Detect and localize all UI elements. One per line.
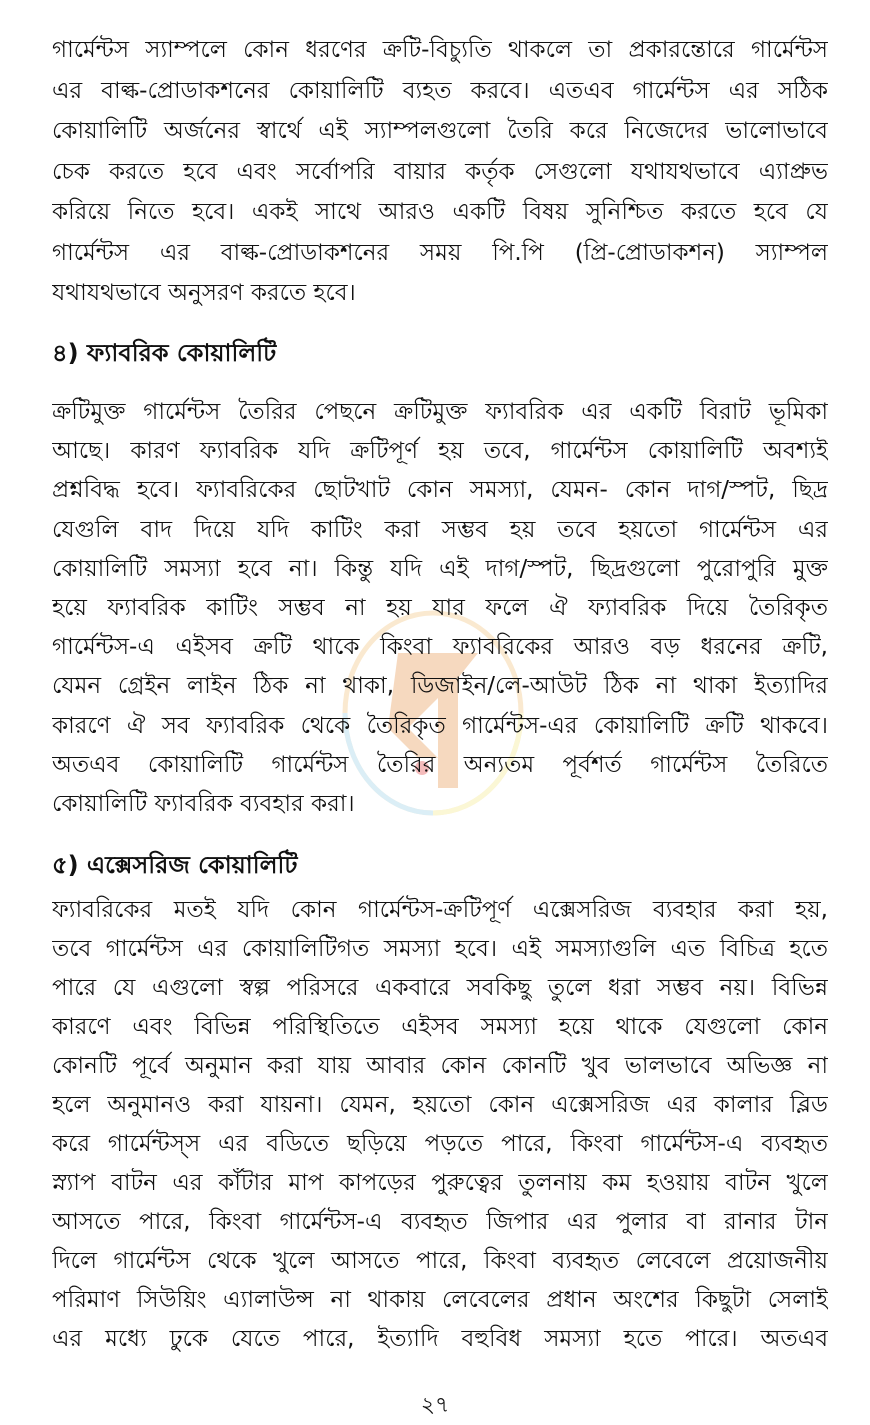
text-line: হয়ে ফ্যাবরিক কাটিং সম্ভব না হয় যার ফলে ঐ ফ্যাবরিক দিয়ে তৈরিকৃত <box>52 595 828 621</box>
text-line: এর বাল্ক-প্রোডাকশনের কোয়ালিটি ব্যহত করবে। এতএব গার্মেন্টস এর সঠিক <box>52 77 828 104</box>
text-line: চেক করতে হবে এবং সর্বোপরি বায়ার কর্তৃক সেগুলো যথাযথভাবে এ্যাপ্রুভ <box>52 158 828 185</box>
text-line: গার্মেন্টস এর বাল্ক-প্রোডাকশনের সময় পি.পি (প্রি-প্রোডাকশন) স্যাম্পল <box>52 239 828 266</box>
text-line: কোয়ালিটি ফ্যাবরিক ব্যবহার করা। <box>52 791 355 817</box>
text-line: দিলে গার্মেন্টস থেকে খুলে আসতে পারে, কিংবা ব্যবহৃত লেবেলে প্রয়োজনীয় <box>52 1248 828 1274</box>
text-line: স্ন্যাপ বাটন এর কাঁটার মাপ কাপড়ের পুরুত্বের তুলনায় কম হওয়ায় বাটন খুলে <box>52 1170 828 1196</box>
text-line: কারণে এবং বিভিন্ন পরিস্থিতিতে এইসব সমস্যা হয়ে থাকে যেগুলো কোন <box>52 1014 828 1040</box>
text-line: করিয়ে নিতে হবে। একই সাথে আরও একটি বিষয় সুনিশ্চিত করতে হবে যে <box>52 199 828 225</box>
text-line: কারণে ঐ সব ফ্যাবরিক থেকে তৈরিকৃত গার্মেন্টস-এর কোয়ালিটি ক্রটি থাকবে। <box>52 712 828 739</box>
text-line: যেমন গ্রেইন লাইন ঠিক না থাকা, ডিজাইন/লে-আউট ঠিক না থাকা ইত্যাদির <box>52 673 828 700</box>
text-line: আছে। কারণ ফ্যাবরিক যদি ক্রটিপূর্ণ হয় তবে, গার্মেন্টস কোয়ালিটি অবশ্যই <box>52 438 828 465</box>
text-line: প্রশ্নবিদ্ধ হবে। ফ্যাবরিকের ছোটখাট কোন সমস্যা, যেমন- কোন দাগ/স্পট, ছিদ্র <box>52 477 828 504</box>
text-line: পরিমাণ সিউয়িং এ্যালাউন্স না থাকায় লেবেলের প্রধান অংশের কিছুটা সেলাই <box>52 1287 828 1313</box>
text-line: আসতে পারে, কিংবা গার্মেন্টস-এ ব্যবহৃত জিপার এর পুলার বা রানার টান <box>52 1209 828 1235</box>
text-line: গার্মেন্টস-এ এইসব ক্রটি থাকে কিংবা ফ্যাবরিকের আরও বড় ধরনের ক্রটি, <box>52 634 828 661</box>
text-line: কোনটি পূর্বে অনুমান করা যায় আবার কোন কোনটি খুব ভালভাবে অভিজ্ঞ না <box>52 1053 828 1079</box>
text-line: ফ্যাবরিকের মতই যদি কোন গার্মেন্টস-ক্রটিপূর্ণ এক্সেসরিজ ব্যবহার করা হয়, <box>52 897 828 923</box>
text-line: গার্মেন্টস স্যাম্পলে কোন ধরণের ক্রটি-বিচ্যুতি থাকলে তা প্রকারন্তোরে গার্মেন্টস <box>52 37 828 63</box>
text-line: যথাযথভাবে অনুসরণ করতে হবে। <box>52 280 356 306</box>
section-heading-fabric-quality: ৪) ফ্যাবরিক কোয়ালিটি <box>52 339 277 367</box>
text-line: করে গার্মেন্টস্স এর বডিতে ছড়িয়ে পড়তে পারে, কিংবা গার্মেন্টস-এ ব্যবহৃত <box>52 1131 828 1157</box>
text-line: তবে গার্মেন্টস এর কোয়ালিটিগত সমস্যা হবে। এই সমস্যাগুলি এত বিচিত্র হতে <box>52 936 828 962</box>
text-line: কোয়ালিটি অর্জনের স্বার্থে এই স্যাম্পলগুলো তৈরি করে নিজেদের ভালোভাবে <box>52 118 828 144</box>
text-line: হলে অনুমানও করা যায়না। যেমন, হয়তো কোন এক্সেসরিজ এর কালার ব্লিড <box>52 1092 828 1118</box>
section-heading-accessories-quality: ৫) এক্সেসরিজ কোয়ালিটি <box>52 851 298 879</box>
page-number: ২৭ <box>420 1393 450 1418</box>
text-line: কোয়ালিটি সমস্যা হবে না। কিন্তু যদি এই দাগ/স্পট, ছিদ্রগুলো পুরোপুরি মুক্ত <box>52 555 828 582</box>
text-line: অতএব কোয়ালিটি গার্মেন্টস তৈরির অন্যতম পূর্বশর্ত গার্মেন্টস তৈরিতে <box>52 751 828 778</box>
text-line: এর মধ্যে ঢুকে যেতে পারে, ইত্যাদি বহুবিধ সমস্যা হতে পারে। অতএব <box>52 1326 828 1352</box>
text-line: যেগুলি বাদ দিয়ে যদি কাটিং করা সম্ভব হয় তবে হয়তো গার্মেন্টস এর <box>52 516 828 543</box>
text-line: ক্রটিমুক্ত গার্মেন্টস তৈরির পেছনে ক্রটিমুক্ত ফ্যাবরিক এর একটি বিরাট ভূমিকা <box>52 399 828 425</box>
text-line: পারে যে এগুলো স্বল্প পরিসরে একবারে সবকিছু তুলে ধরা সম্ভব নয়। বিভিন্ন <box>52 975 828 1001</box>
